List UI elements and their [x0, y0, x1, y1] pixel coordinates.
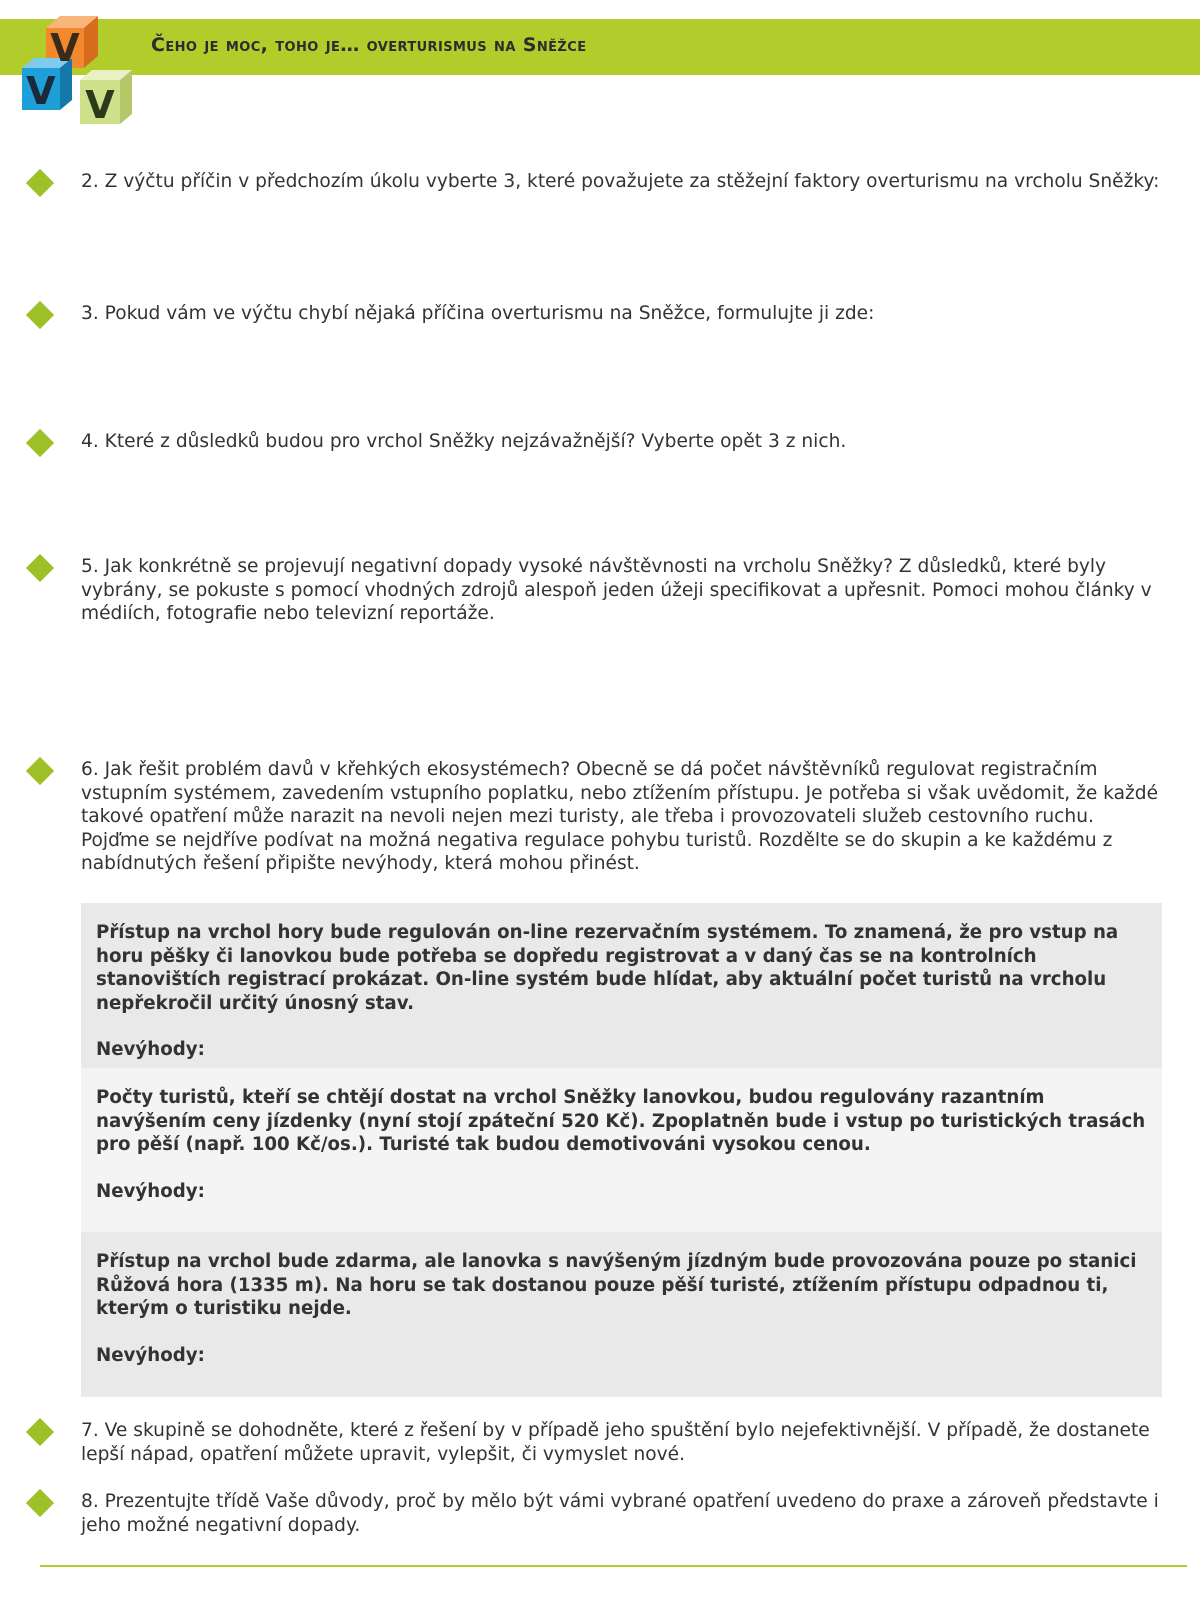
- diamond-bullet-icon: [26, 757, 54, 785]
- diamond-bullet-icon: [26, 1418, 54, 1446]
- solution-box-3: [81, 1232, 1162, 1397]
- diamond-bullet-icon: [26, 554, 54, 582]
- logo-letter-2: V: [26, 69, 56, 113]
- page-title: Čeho je moc, toho je… overturismus na Sněžce: [151, 34, 587, 56]
- solution-2-disadvantages-label: Nevýhody:: [96, 1180, 205, 1202]
- solution-box-1: [81, 903, 1162, 1068]
- task-7-text: 7. Ve skupině se dohodněte, které z řešení by v případě jeho spuštění bylo nejefektivnější. V případě, že dostanete lepší nápad, opatření můžete upravit, vylepšit, či vymyslet nové.: [81, 1420, 1150, 1465]
- logo-letter-1: V: [50, 26, 80, 70]
- solution-3-text: Přístup na vrchol bude zdarma, ale lanovka s navýšeným jízdným bude provozována pouze po stanici Růžová hora (1335 m). Na horu se tak dostanou pouze pěší turisté, ztížením přístupu odpadnou ti, kterým o turistiku nejde.: [96, 1251, 1137, 1319]
- diamond-bullet-icon: [26, 301, 54, 329]
- task-5-text: 5. Jak konkrétně se projevují negativní dopady vysoké návštěvnosti na vrcholu Sněžky? Z důsledků, které byly vybrány, se pokuste s pomocí vhodných zdrojů alespoň jeden úžeji specifikovat a upřesnit. Pomoci mohou články v médiích, fotografie nebo televizní reportáže.: [81, 556, 1152, 624]
- solution-2-text: Počty turistů, kteří se chtějí dostat na vrchol Sněžky lanovkou, budou regulovány razantním navýšením ceny jízdenky (nyní stojí zpáteční 520 Kč). Zpoplatněn bude i vstup po turistických trasách pro pěší (např. 100 Kč/os.). Turisté tak budou demotivováni vysokou cenou.: [96, 1087, 1146, 1155]
- task-8-text: 8. Prezentujte třídě Vaše důvody, proč by mělo být vámi vybrané opatření uvedeno do praxe a zároveň představte i jeho možné negativní dopady.: [81, 1491, 1159, 1536]
- diamond-bullet-icon: [26, 169, 54, 197]
- task-4-text: 4. Které z důsledků budou pro vrchol Sněžky nejzávažnější? Vyberte opět 3 z nich.: [81, 431, 847, 452]
- task-2-text: 2. Z výčtu příčin v předchozím úkolu vyberte 3, které považujete za stěžejní faktory overturismu na vrcholu Sněžky:: [81, 171, 1160, 192]
- task-6-text: 6. Jak řešit problém davů v křehkých ekosystémech? Obecně se dá počet návštěvníků regulovat registračním vstupním systémem, zavedením vstupního poplatku, nebo ztížením přístupu. Je potřeba si však uvědomit, že každé takové opatření může narazit na nevoli nejen mezi turisty, ale třeba i provozovateli služeb cestovního ruchu. Pojďme se nejdříve podívat na možná negativa regulace pohybu turistů. Rozdělte se do skupin a ke každému z nabídnutých řešení připište nevýhody, která mohou přinést.: [81, 759, 1159, 874]
- footer-divider: [40, 1565, 1187, 1567]
- diamond-bullet-icon: [26, 429, 54, 457]
- logo-cubes-icon: [14, 16, 134, 130]
- solution-3-disadvantages-label: Nevýhody:: [96, 1344, 205, 1366]
- solution-1-disadvantages-label: Nevýhody:: [96, 1039, 205, 1060]
- diamond-bullet-icon: [26, 1489, 54, 1517]
- solution-box-2: [81, 1068, 1162, 1232]
- logo-letter-3: V: [85, 83, 115, 127]
- task-3-text: 3. Pokud vám ve výčtu chybí nějaká příčina overturismu na Sněžce, formulujte ji zde:: [81, 303, 875, 324]
- solution-1-text: Přístup na vrchol hory bude regulován on-line rezervačním systémem. To znamená, že pro vstup na horu pěšky či lanovkou bude potřeba se dopředu registrovat a v daný čas se na kontrolních stanovištích registrací prokázat. On-line systém bude hlídat, aby aktuální počet turistů na vrcholu nepřekročil určitý únosný stav.: [96, 922, 1119, 1014]
